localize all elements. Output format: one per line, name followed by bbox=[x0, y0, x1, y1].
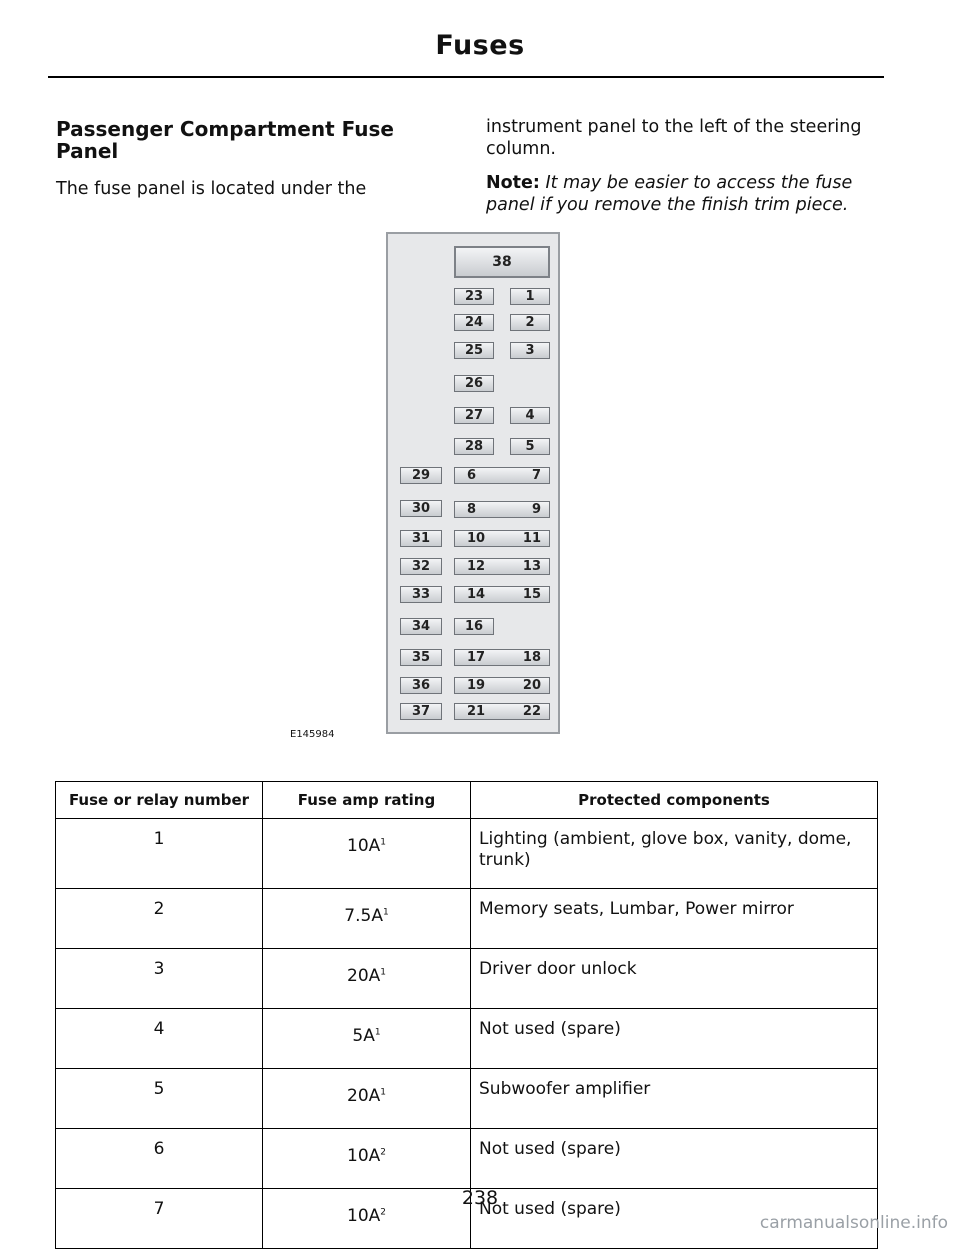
fuse-2 bbox=[510, 314, 550, 331]
table-row bbox=[56, 1129, 878, 1189]
fuse-28 bbox=[454, 438, 494, 455]
amp-rating bbox=[263, 1009, 471, 1069]
fuse-label: 8 bbox=[467, 502, 477, 517]
table-row bbox=[56, 889, 878, 949]
fuse-6-7 bbox=[454, 467, 550, 484]
fuse-29 bbox=[400, 467, 442, 484]
footnote-marker: 1 bbox=[380, 967, 386, 978]
table-row bbox=[56, 1009, 878, 1069]
fuse-label: 31 bbox=[411, 531, 431, 546]
amp-value: 5A bbox=[352, 1026, 375, 1046]
fuse-panel-diagram bbox=[386, 232, 564, 737]
fuse-5 bbox=[510, 438, 550, 455]
protected-components: Not used (spare) bbox=[471, 1129, 878, 1189]
fuse-number: 1 bbox=[56, 819, 263, 889]
fuse-label: 24 bbox=[464, 315, 484, 330]
figure-id: E145984 bbox=[290, 729, 335, 740]
page-number: 238 bbox=[461, 1187, 499, 1209]
fuse-label: 19 bbox=[467, 678, 486, 693]
fuse-1 bbox=[510, 288, 550, 305]
fuse-label: 4 bbox=[525, 408, 535, 423]
fuse-label: 6 bbox=[467, 468, 477, 483]
intro-right-column bbox=[486, 116, 886, 228]
fuse-label: 16 bbox=[464, 619, 484, 634]
fuse-label: 25 bbox=[464, 343, 484, 358]
fuse-24 bbox=[454, 314, 494, 331]
fuse-table bbox=[55, 781, 878, 1249]
column-header: Fuse amp rating bbox=[263, 782, 471, 819]
fuse-21-22 bbox=[454, 703, 550, 720]
table-row bbox=[56, 949, 878, 1009]
fuse-label: 5 bbox=[525, 439, 535, 454]
fuse-label: 32 bbox=[411, 559, 431, 574]
watermark-link[interactable]: carmanualsonline.info bbox=[759, 1213, 948, 1233]
fuse-33 bbox=[400, 586, 442, 603]
amp-rating bbox=[263, 889, 471, 949]
fuse-label: 28 bbox=[464, 439, 484, 454]
amp-value: 20A bbox=[347, 1086, 381, 1106]
fuse-36 bbox=[400, 677, 442, 694]
fuse-4 bbox=[510, 407, 550, 424]
header-divider bbox=[48, 76, 884, 78]
fuse-label: 15 bbox=[522, 587, 541, 602]
fuse-12-13 bbox=[454, 558, 550, 575]
fuse-label: 38 bbox=[492, 254, 512, 270]
intro-paragraph-left: The fuse panel is located under the bbox=[56, 179, 367, 199]
fuse-30 bbox=[400, 500, 442, 517]
fuse-label: 12 bbox=[467, 559, 486, 574]
fuse-label: 9 bbox=[531, 502, 541, 517]
fuse-label: 27 bbox=[464, 408, 484, 423]
fuse-27 bbox=[454, 407, 494, 424]
fuse-label: 17 bbox=[467, 650, 486, 665]
amp-rating bbox=[263, 819, 471, 889]
fuse-3 bbox=[510, 342, 550, 359]
fuse-8-9 bbox=[454, 501, 550, 518]
column-header: Protected components bbox=[471, 782, 878, 819]
fuse-number: 6 bbox=[56, 1129, 263, 1189]
fuse-31 bbox=[400, 530, 442, 547]
fuse-number: 7 bbox=[56, 1189, 263, 1249]
fuse-label: 13 bbox=[522, 559, 541, 574]
fuse-16 bbox=[454, 618, 494, 635]
fuse-17-18 bbox=[454, 649, 550, 666]
footnote-marker: 1 bbox=[380, 1087, 386, 1098]
amp-rating bbox=[263, 949, 471, 1009]
footnote-marker: 1 bbox=[374, 1027, 381, 1038]
fuse-label: 7 bbox=[531, 468, 541, 483]
fuse-19-20 bbox=[454, 677, 550, 694]
fuse-label: 33 bbox=[411, 587, 431, 602]
footnote-marker: 1 bbox=[382, 907, 389, 918]
fuse-26 bbox=[454, 375, 494, 392]
fuse-37 bbox=[400, 703, 442, 720]
fuse-label: 34 bbox=[411, 619, 431, 634]
protected-components: Not used (spare) bbox=[471, 1009, 878, 1069]
note-label: Note: bbox=[486, 173, 540, 193]
amp-value: 10A bbox=[347, 1206, 381, 1226]
fuse-34 bbox=[400, 618, 442, 635]
fuse-label: 3 bbox=[525, 343, 535, 358]
protected-components: Driver door unlock bbox=[471, 949, 878, 1009]
fuse-14-15 bbox=[454, 586, 550, 603]
fuse-23 bbox=[454, 288, 494, 305]
protected-components: Not used (spare) bbox=[471, 1189, 878, 1249]
fuse-label: 37 bbox=[411, 704, 431, 719]
fuse-32 bbox=[400, 558, 442, 575]
fuse-label: 14 bbox=[467, 587, 486, 602]
fuse-label: 18 bbox=[522, 650, 541, 665]
relay-38 bbox=[454, 246, 550, 278]
fuse-25 bbox=[454, 342, 494, 359]
amp-value: 10A bbox=[347, 836, 381, 856]
fuse-label: 21 bbox=[467, 704, 486, 719]
fuse-35 bbox=[400, 649, 442, 666]
fuse-label: 35 bbox=[411, 650, 431, 665]
fuse-number: 2 bbox=[56, 889, 263, 949]
amp-rating bbox=[263, 1129, 471, 1189]
protected-components: Lighting (ambient, glove box, vanity, dome, trunk) bbox=[471, 819, 878, 889]
fuse-10-11 bbox=[454, 530, 550, 547]
fuse-label: 23 bbox=[464, 289, 484, 304]
fuse-label: 29 bbox=[411, 468, 431, 483]
fuse-label: 10 bbox=[467, 531, 486, 546]
footnote-marker: 1 bbox=[380, 837, 386, 848]
column-header: Fuse or relay number bbox=[56, 782, 263, 819]
table-row bbox=[56, 819, 878, 889]
section-heading: Passenger Compartment Fuse Panel bbox=[56, 117, 394, 163]
fuse-number: 4 bbox=[56, 1009, 263, 1069]
fuse-label: 30 bbox=[411, 501, 431, 516]
fuse-label: 1 bbox=[525, 289, 535, 304]
intro-left-column bbox=[56, 116, 426, 212]
amp-value: 7.5A bbox=[344, 906, 383, 926]
amp-value: 10A bbox=[347, 1146, 381, 1166]
note-text: It may be easier to access the fuse panel if you remove the finish trim piece. bbox=[486, 173, 853, 215]
fuse-label: 22 bbox=[522, 704, 541, 719]
fuse-number: 5 bbox=[56, 1069, 263, 1129]
amp-value: 20A bbox=[347, 966, 381, 986]
note bbox=[486, 172, 886, 216]
protected-components: Memory seats, Lumbar, Power mirror bbox=[471, 889, 878, 949]
footnote-marker: 2 bbox=[380, 1207, 386, 1218]
fuse-label: 11 bbox=[522, 531, 541, 546]
protected-components: Subwoofer amplifier bbox=[471, 1069, 878, 1129]
page-title: Fuses bbox=[435, 30, 525, 61]
fuse-label: 20 bbox=[522, 678, 541, 693]
table-row bbox=[56, 1069, 878, 1129]
amp-rating bbox=[263, 1069, 471, 1129]
fuse-number: 3 bbox=[56, 949, 263, 1009]
footnote-marker: 2 bbox=[380, 1147, 386, 1158]
fuse-label: 36 bbox=[411, 678, 431, 693]
intro-paragraph-right: instrument panel to the left of the steering column. bbox=[486, 117, 862, 159]
fuse-label: 26 bbox=[464, 376, 484, 391]
fuse-label: 2 bbox=[525, 315, 535, 330]
table-header-row bbox=[56, 782, 878, 819]
